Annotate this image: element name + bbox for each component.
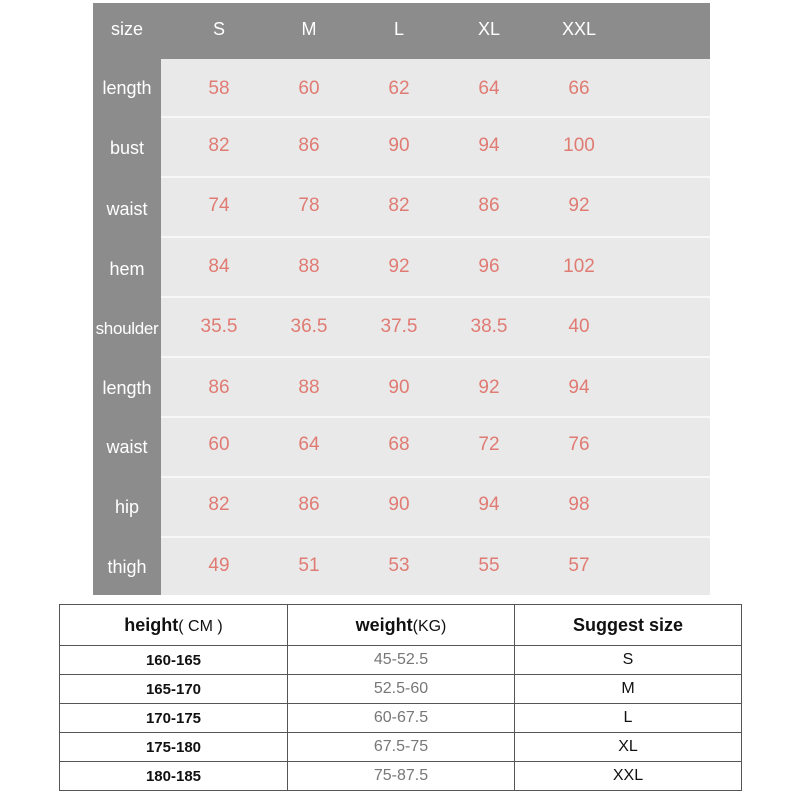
- cell-value: 90: [388, 494, 410, 515]
- cell-value: 86: [298, 135, 320, 156]
- cell-value: 68: [388, 434, 410, 455]
- size-chart: [93, 3, 710, 595]
- cell-value: 51: [298, 555, 320, 576]
- size-header-xl: XL: [477, 19, 501, 39]
- size-cell: L: [515, 704, 742, 733]
- cell-value: 82: [388, 195, 410, 216]
- cell-value: 40: [568, 316, 590, 337]
- table-row: [60, 733, 742, 762]
- corner-label: size: [110, 19, 143, 39]
- cell-value: 98: [568, 494, 590, 515]
- cell-value: 92: [478, 377, 500, 398]
- cell-value: 94: [568, 377, 590, 398]
- header-weight-unit: (KG): [412, 617, 447, 635]
- cell-value: 74: [208, 195, 230, 216]
- size-cell: XL: [515, 733, 742, 762]
- row-label-pants-waist: waist: [106, 437, 148, 457]
- cell-value: 64: [298, 434, 320, 455]
- header-weight-label: weight: [355, 614, 413, 635]
- height-cell: 160-165: [60, 646, 288, 675]
- cell-value: 78: [298, 195, 320, 216]
- row-divider: [161, 236, 710, 238]
- cell-value: 82: [208, 135, 230, 156]
- size-suggestion-table: [59, 604, 742, 791]
- height-cell: 180-185: [60, 762, 288, 791]
- row-label-pants-length: length: [102, 378, 152, 398]
- cell-value: 100: [563, 135, 595, 156]
- row-label-hip: hip: [114, 497, 140, 517]
- cell-value: 90: [388, 377, 410, 398]
- cell-value: 37.5: [380, 316, 418, 337]
- cell-value: 82: [208, 494, 230, 515]
- row-label-hem: hem: [109, 259, 145, 279]
- table-row: [60, 646, 742, 675]
- weight-cell: 67.5-75: [288, 733, 515, 762]
- size-header-s: S: [212, 19, 225, 39]
- size-header-m: M: [301, 19, 317, 39]
- row-divider: [161, 476, 710, 478]
- cell-value: 57: [568, 555, 590, 576]
- weight-cell: 60-67.5: [288, 704, 515, 733]
- row-label-waist: waist: [106, 199, 148, 219]
- cell-value: 92: [388, 256, 410, 277]
- size-cell: M: [515, 675, 742, 704]
- row-divider: [161, 116, 710, 118]
- row-label-length: length: [102, 78, 152, 98]
- cell-value: 86: [298, 494, 320, 515]
- size-cell: XXL: [515, 762, 742, 791]
- cell-value: 55: [478, 555, 500, 576]
- cell-value: 90: [388, 135, 410, 156]
- cell-value: 76: [568, 434, 590, 455]
- cell-value: 58: [208, 78, 230, 99]
- cell-value: 66: [568, 78, 590, 99]
- cell-value: 36.5: [290, 316, 328, 337]
- size-header-xxl: XXL: [561, 19, 597, 39]
- cell-value: 62: [388, 78, 410, 99]
- height-cell: 165-170: [60, 675, 288, 704]
- row-divider: [161, 356, 710, 358]
- header-weight: [288, 605, 515, 646]
- cell-value: 53: [388, 555, 410, 576]
- cell-value: 35.5: [200, 316, 238, 337]
- cell-value: 102: [563, 256, 595, 277]
- cell-value: 72: [478, 434, 500, 455]
- header-suggest-size: Suggest size: [515, 605, 742, 646]
- size-cell: S: [515, 646, 742, 675]
- row-divider: [161, 416, 710, 418]
- cell-value: 86: [478, 195, 500, 216]
- size-header-l: L: [393, 19, 404, 39]
- height-cell: 170-175: [60, 704, 288, 733]
- cell-value: 88: [298, 377, 320, 398]
- cell-value: 96: [478, 256, 500, 277]
- row-label-bust: bust: [109, 138, 145, 158]
- weight-cell: 75-87.5: [288, 762, 515, 791]
- cell-value: 60: [298, 78, 320, 99]
- height-cell: 175-180: [60, 733, 288, 762]
- cell-value: 84: [208, 256, 230, 277]
- header-height-label: height: [124, 614, 179, 635]
- cell-value: 86: [208, 377, 230, 398]
- weight-cell: 45-52.5: [288, 646, 515, 675]
- cell-value: 38.5: [470, 316, 508, 337]
- cell-value: 64: [478, 78, 500, 99]
- row-divider: [161, 296, 710, 298]
- table-header-row: [60, 605, 742, 646]
- row-divider: [161, 536, 710, 538]
- cell-value: 88: [298, 256, 320, 277]
- row-divider: [161, 176, 710, 178]
- cell-value: 94: [478, 494, 500, 515]
- cell-value: 60: [208, 434, 230, 455]
- table-row: [60, 762, 742, 791]
- cell-value: 49: [208, 555, 230, 576]
- header-height: [60, 605, 288, 646]
- row-label-shoulder: shoulder: [95, 319, 159, 338]
- header-height-unit: ( CM ): [178, 617, 223, 635]
- cell-value: 94: [478, 135, 500, 156]
- table-row: [60, 704, 742, 733]
- cell-value: 92: [568, 195, 590, 216]
- row-label-thigh: thigh: [107, 557, 147, 577]
- weight-cell: 52.5-60: [288, 675, 515, 704]
- table-row: [60, 675, 742, 704]
